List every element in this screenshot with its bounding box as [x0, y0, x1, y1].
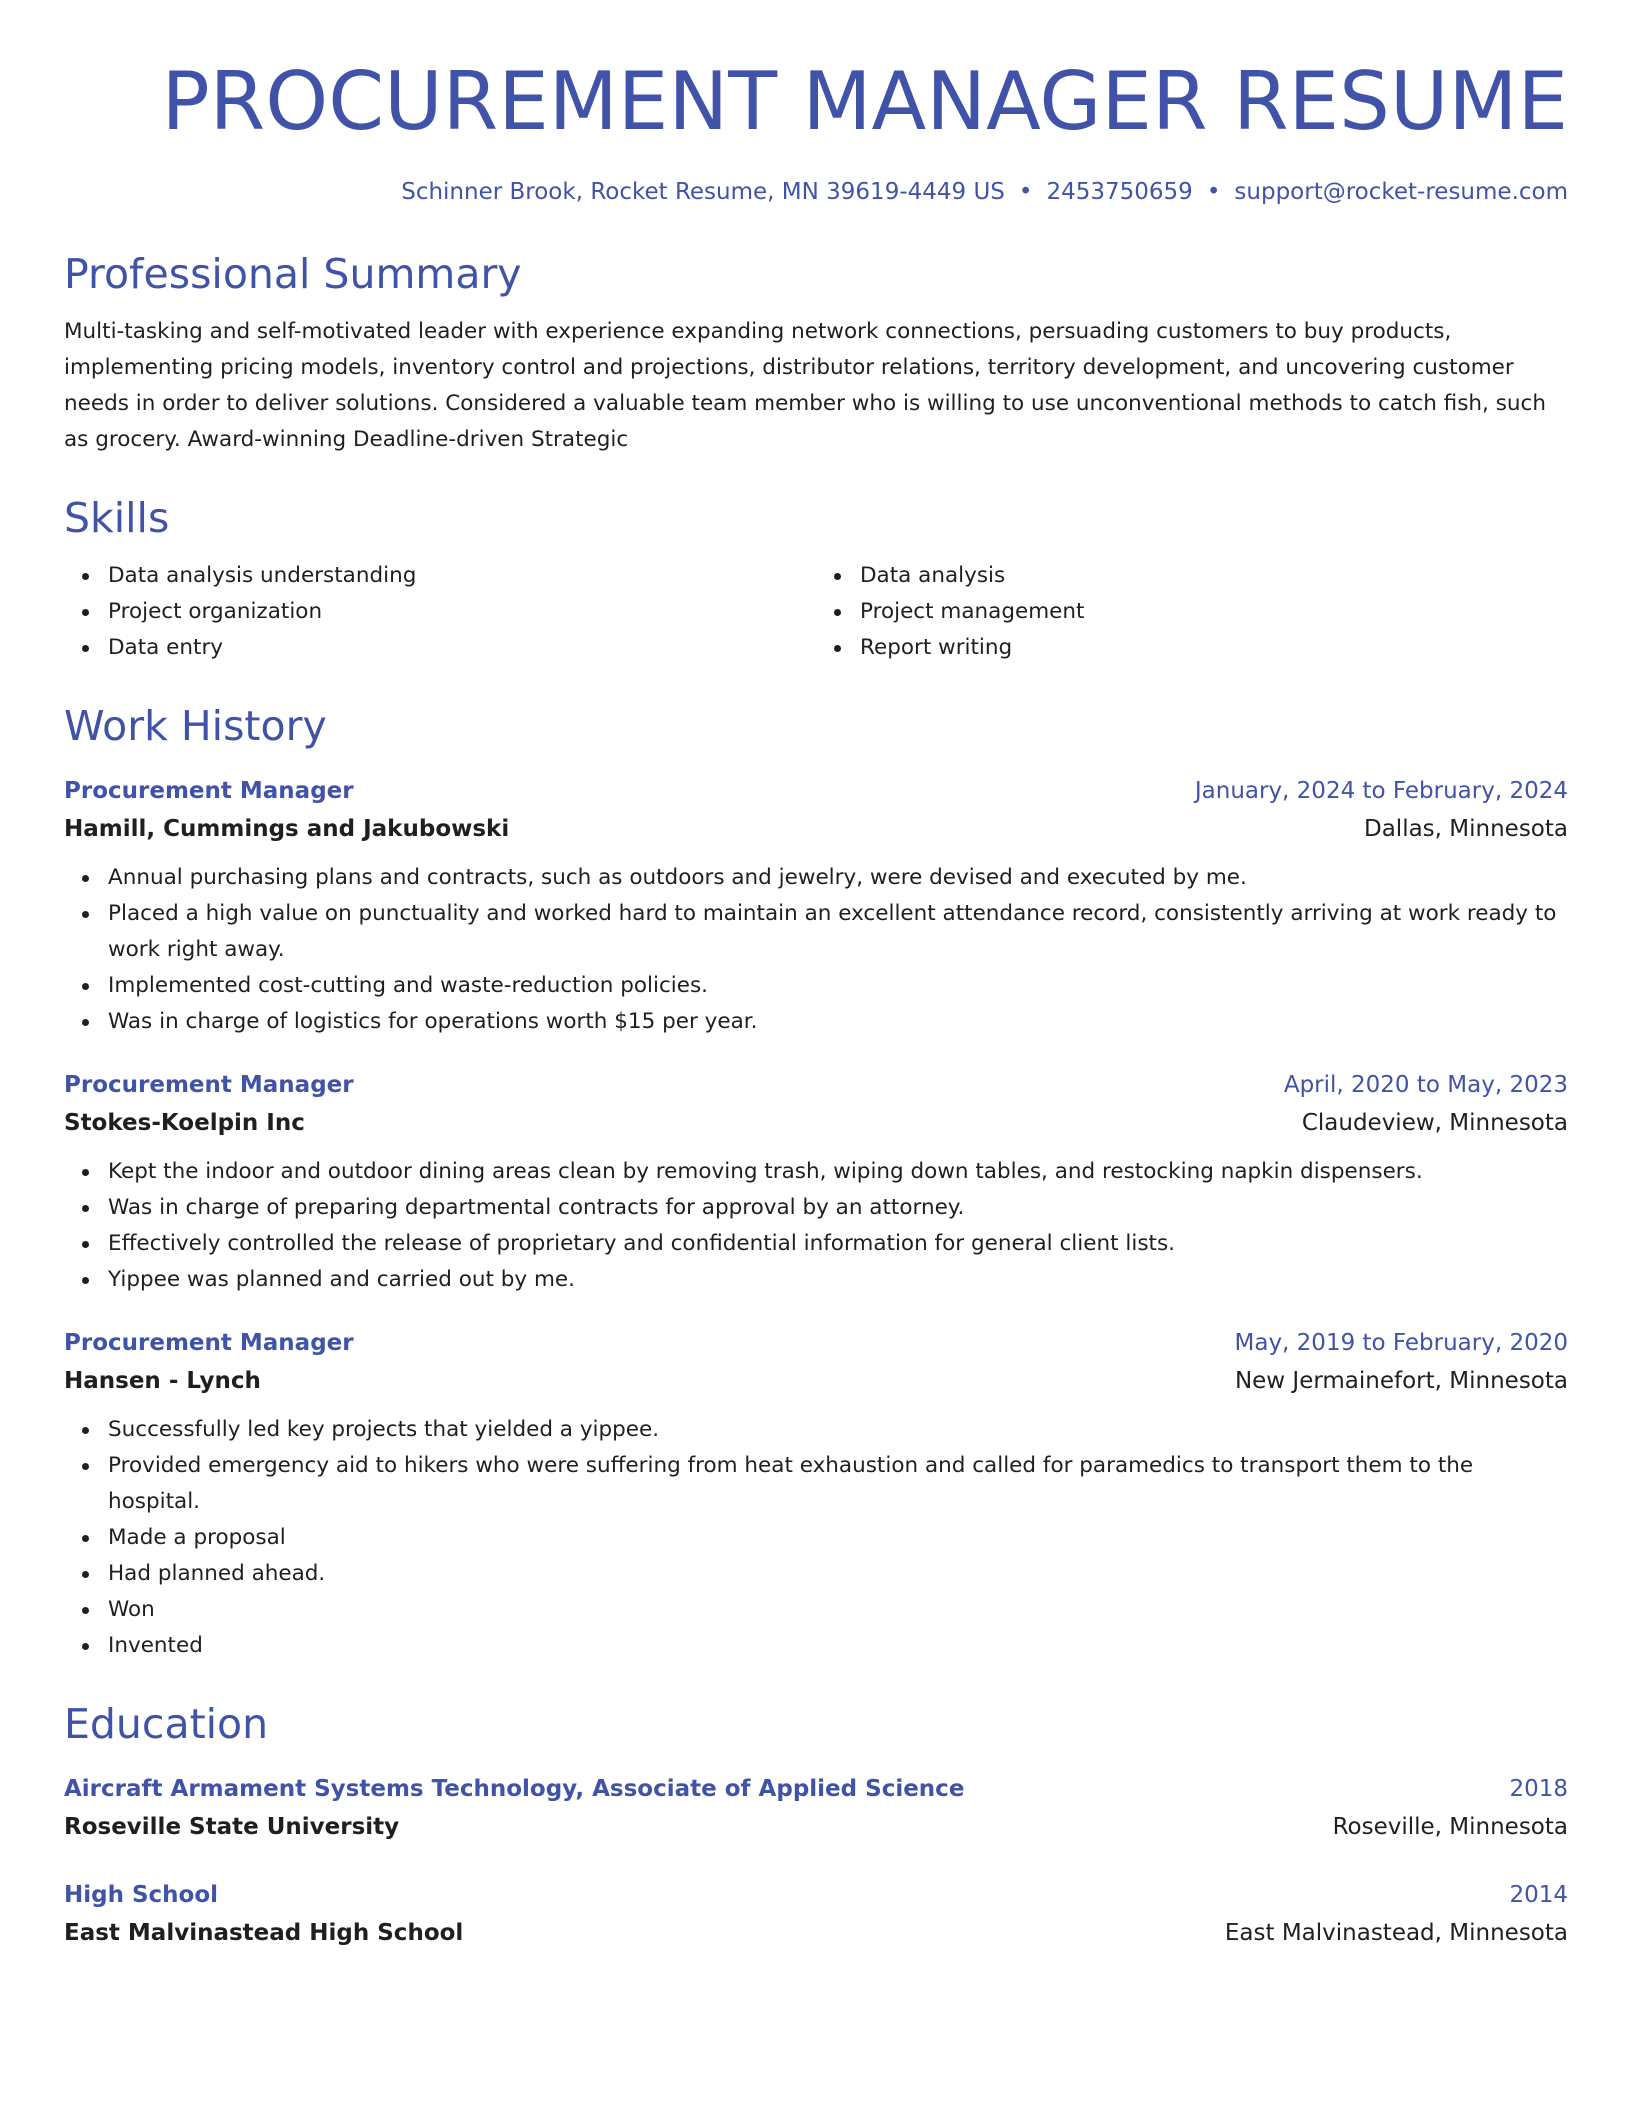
job-bullet: Successfully led key projects that yielded a yippee. — [108, 1412, 1568, 1448]
job-bullet: Placed a high value on punctuality and worked hard to maintain an excellent attendance record, consistently arriving at work ready to work right away. — [108, 896, 1568, 968]
job-dates: January, 2024 to February, 2024 — [1194, 778, 1568, 804]
education-year: 2018 — [1509, 1776, 1568, 1802]
education-school-row — [64, 1808, 1568, 1846]
job-dates: May, 2019 to February, 2020 — [1234, 1330, 1568, 1356]
contact-line — [64, 176, 1568, 208]
job-company: Hansen - Lynch — [64, 1368, 261, 1394]
job-bullet: Annual purchasing plans and contracts, such as outdoors and jewelry, were devised and executed by me. — [108, 860, 1568, 896]
education-location: Roseville, Minnesota — [1332, 1814, 1568, 1840]
skill-item: Data analysis understanding — [108, 558, 816, 594]
job-title-row — [64, 772, 1568, 810]
job-role: Procurement Manager — [64, 778, 354, 804]
contact-email: support@rocket-resume.com — [1234, 179, 1568, 205]
resume-page — [64, 0, 1568, 1952]
job-bullet: Yippee was planned and carried out by me. — [108, 1262, 1568, 1298]
job-bullets — [64, 1412, 1568, 1664]
job-bullet: Invented — [108, 1628, 1568, 1664]
education-degree: High School — [64, 1882, 219, 1908]
education-school: East Malvinastead High School — [64, 1920, 464, 1946]
summary-text: Multi-tasking and self-motivated leader with experience expanding network connections, persuading customers to buy products, implementing pricing models, inventory control and projections, distributor relations, territory development, and uncovering customer needs in order to deliver solutions. Considered a valuable team member who is willing to use unconventional methods to catch fish, such as grocery. Award-winning Deadline-driven Strategic — [64, 319, 1546, 452]
education-degree: Aircraft Armament Systems Technology, Associate of Applied Science — [64, 1776, 965, 1802]
job-location: Dallas, Minnesota — [1364, 816, 1568, 842]
job-bullet: Was in charge of preparing departmental contracts for approval by an attorney. — [108, 1190, 1568, 1226]
job-company-row — [64, 1104, 1568, 1142]
education-school-row — [64, 1914, 1568, 1952]
skills-grid — [64, 558, 1568, 666]
job-bullet: Was in charge of logistics for operations worth $15 per year. — [108, 1004, 1568, 1040]
education-degree-row — [64, 1876, 1568, 1914]
contact-phone: 2453750659 — [1046, 179, 1193, 205]
job-company: Stokes-Koelpin Inc — [64, 1110, 305, 1136]
job-company-row — [64, 810, 1568, 848]
job-role: Procurement Manager — [64, 1330, 354, 1356]
job-entry — [64, 772, 1568, 1040]
job-dates: April, 2020 to May, 2023 — [1283, 1072, 1568, 1098]
contact-separator: • — [1018, 179, 1033, 205]
skills-section — [64, 492, 1568, 666]
job-bullet: Implemented cost-cutting and waste-reduction policies. — [108, 968, 1568, 1004]
skill-item: Project organization — [108, 594, 816, 630]
job-bullet: Kept the indoor and outdoor dining areas clean by removing trash, wiping down tables, and restocking napkin dispensers. — [108, 1154, 1568, 1190]
job-bullets — [64, 860, 1568, 1040]
skills-right-column — [816, 558, 1568, 666]
job-bullet: Won — [108, 1592, 1568, 1628]
job-bullet: Had planned ahead. — [108, 1556, 1568, 1592]
skills-heading: Skills — [64, 494, 170, 542]
education-entry — [64, 1876, 1568, 1952]
summary-section — [64, 248, 1568, 458]
job-bullet: Provided emergency aid to hikers who were suffering from heat exhaustion and called for paramedics to transport them to the hospital. — [108, 1448, 1568, 1520]
job-role: Procurement Manager — [64, 1072, 354, 1098]
education-year: 2014 — [1509, 1882, 1568, 1908]
skill-item: Project management — [860, 594, 1568, 630]
skill-item: Data analysis — [860, 558, 1568, 594]
resume-title: PROCUREMENT MANAGER RESUME — [161, 55, 1568, 148]
skill-item: Data entry — [108, 630, 816, 666]
job-company: Hamill, Cummings and Jakubowski — [64, 816, 510, 842]
education-heading: Education — [64, 1700, 269, 1748]
job-bullet: Effectively controlled the release of proprietary and confidential information for general client lists. — [108, 1226, 1568, 1262]
job-location: New Jermainefort, Minnesota — [1234, 1368, 1568, 1394]
education-section — [64, 1698, 1568, 1952]
work-history-section — [64, 700, 1568, 1664]
education-degree-row — [64, 1770, 1568, 1808]
job-title-row — [64, 1324, 1568, 1362]
job-location: Claudeview, Minnesota — [1301, 1110, 1568, 1136]
education-entry — [64, 1770, 1568, 1846]
skill-item: Report writing — [860, 630, 1568, 666]
job-entry — [64, 1066, 1568, 1298]
education-school: Roseville State University — [64, 1814, 400, 1840]
education-location: East Malvinastead, Minnesota — [1224, 1920, 1568, 1946]
work-history-heading: Work History — [64, 702, 327, 750]
contact-separator: • — [1206, 179, 1221, 205]
contact-address: Schinner Brook, Rocket Resume, MN 39619-4449 US — [401, 179, 1005, 205]
job-entry — [64, 1324, 1568, 1664]
skills-left-column — [64, 558, 816, 666]
job-company-row — [64, 1362, 1568, 1400]
job-title-row — [64, 1066, 1568, 1104]
job-bullets — [64, 1154, 1568, 1298]
job-bullet: Made a proposal — [108, 1520, 1568, 1556]
summary-heading: Professional Summary — [64, 250, 522, 298]
